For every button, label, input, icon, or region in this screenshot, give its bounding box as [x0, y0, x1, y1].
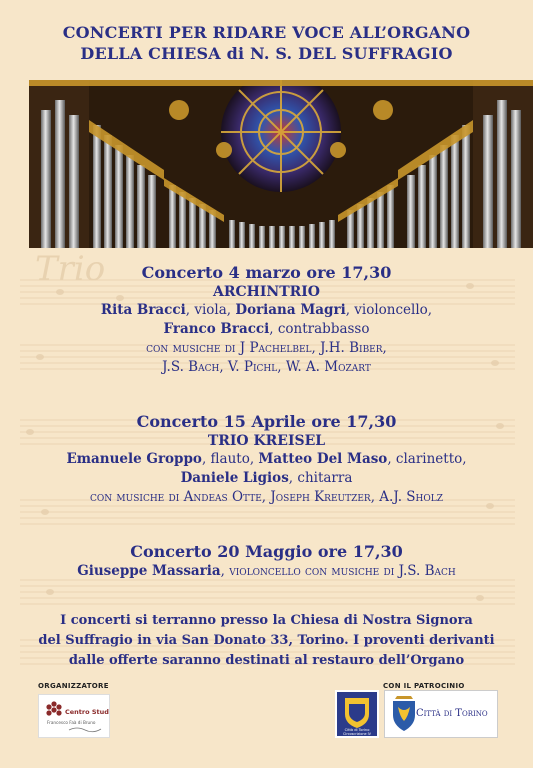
concert-1 [0, 263, 533, 377]
title-line-1: CONCERTI PER RIDARE VOCE ALL’ORGANO [62, 23, 471, 42]
performer-instrument: , violoncello, [345, 302, 433, 318]
performer-name: Matteo Del Maso [258, 451, 388, 467]
info-line-2: del Suffragio in via San Donato 33, Torino. I proventi derivanti [38, 633, 495, 648]
concert-3-performers [0, 562, 533, 581]
performer-instrument: , flauto, [201, 451, 259, 467]
concert-2-performers-2 [0, 469, 533, 488]
info-line-3: dalle offerte saranno destinati al restauro dell’Organo [68, 653, 465, 668]
performer-instrument: , clarinetto, [387, 451, 467, 467]
performer-instrument: , chitarra [288, 470, 353, 486]
concert-2-heading: Concerto 15 Aprile ore 17,30 [136, 412, 397, 431]
performer-name: Rita Bracci [100, 302, 186, 318]
performer-name: Giuseppe Massaria [77, 563, 221, 579]
concert-2-performers [0, 450, 533, 469]
venue-info [0, 611, 533, 671]
citta-di-torino-text: Città di Torino [416, 708, 488, 719]
concert-1-performers [0, 301, 533, 320]
svg-text:Trio: Trio [35, 249, 106, 289]
concert-2-music: con musiche di Andeas Otte, Joseph Kreutzer, A.J. Sholz [90, 489, 443, 505]
svg-text:Città di Torino: Città di Torino [344, 728, 370, 732]
circoscrizione-logo [335, 690, 379, 738]
patronage-label: CON IL PATROCINIO [383, 682, 465, 690]
svg-text:Circoscrizione IV: Circoscrizione IV [343, 732, 371, 736]
concert-2-ensemble: TRIO KREISEL [207, 433, 326, 449]
svg-text:Francesco Faà di Bruno: Francesco Faà di Bruno [47, 720, 96, 725]
organizer-label: ORGANIZZATORE [38, 682, 109, 690]
organ-photo [29, 80, 533, 248]
info-line-1: I concerti si terranno presso la Chiesa di Nostra Signora [60, 613, 473, 628]
concert-3-heading: Concerto 20 Maggio ore 17,30 [130, 542, 403, 561]
concert-1-music-2: J.S. Bach, V. Pichl, W. A. Mozart [162, 359, 371, 375]
title-line-2: DELLA CHIESA di N. S. DEL SUFFRAGIO [80, 44, 453, 63]
performer-name: Daniele Ligios [180, 470, 289, 486]
concert-1-heading: Concerto 4 marzo ore 17,30 [141, 263, 392, 282]
poster-title [0, 22, 533, 64]
svg-text:Centro Studi: Centro Studi [65, 708, 109, 716]
concert-1-performers-2 [0, 320, 533, 339]
concert-2 [0, 412, 533, 507]
performer-instrument: , contrabbasso [269, 321, 370, 337]
performer-instrument: , viola, [185, 302, 236, 318]
concert-1-music: con musiche di J Pachelbel, J.H. Biber, [146, 340, 387, 356]
concert-1-ensemble: ARCHINTRIO [212, 284, 320, 300]
performer-instrument: , violoncello con musiche di J.S. Bach [220, 563, 456, 579]
concert-3 [0, 542, 533, 581]
organizer-logo [38, 694, 110, 738]
performer-name: Emanuele Groppo [66, 451, 202, 467]
performer-name: Doriana Magri [235, 302, 346, 318]
performer-name: Franco Bracci [163, 321, 270, 337]
